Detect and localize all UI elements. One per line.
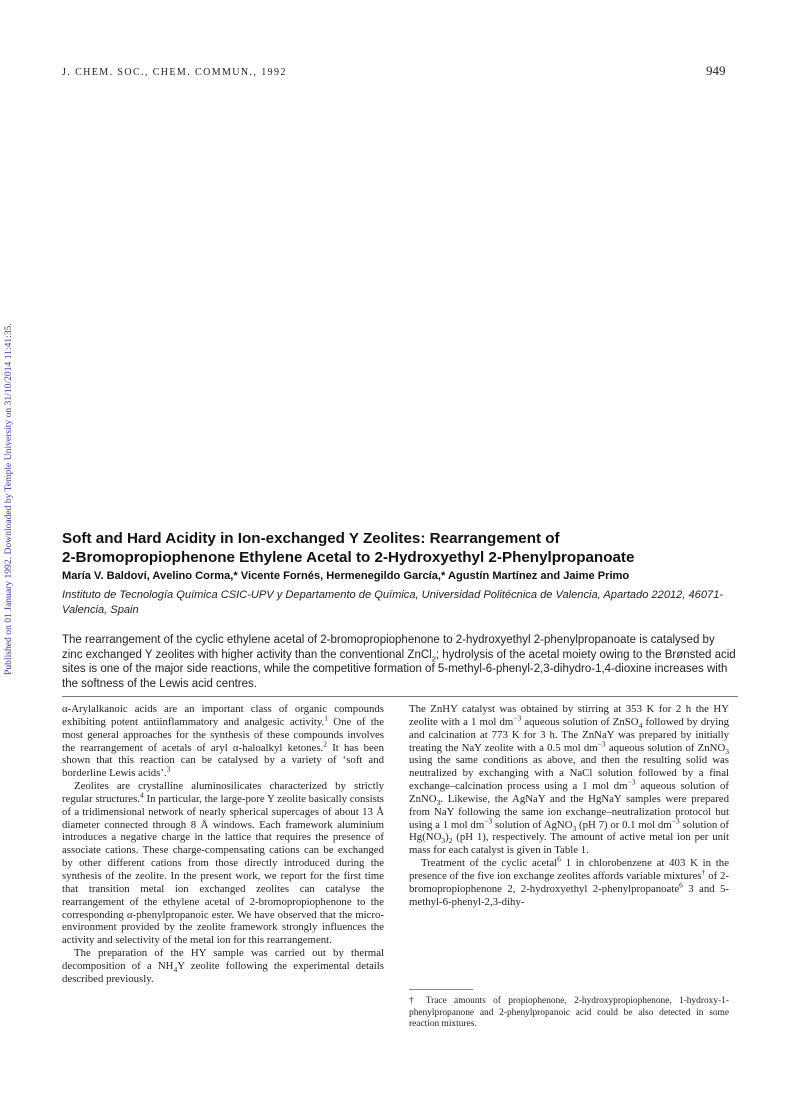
subscript: 3 bbox=[441, 836, 446, 846]
abstract bbox=[62, 633, 738, 691]
text: Y zeolite following the experimental details described previously. bbox=[62, 959, 384, 985]
reference-mark: 1 bbox=[324, 713, 328, 723]
text: aqueous solution of ZnSO bbox=[521, 715, 639, 728]
superscript: −3 bbox=[484, 816, 493, 825]
text: aqueous solution of ZnNO bbox=[409, 780, 729, 805]
subscript: 4 bbox=[638, 721, 643, 730]
superscript: −3 bbox=[513, 713, 522, 723]
reference-mark: 4 bbox=[140, 790, 144, 800]
footnote bbox=[409, 996, 729, 1031]
title-line-2: 2-Bromopropiophenone Ethylene Acetal to 2-Hydroxyethyl 2-Phenylpropanoate bbox=[62, 549, 635, 566]
paragraph-zeolites bbox=[62, 780, 384, 947]
superscript: −3 bbox=[627, 777, 636, 787]
text: The ZnHY catalyst was obtained by stirring at 353 K for 2 h the HY zeolite with a 1 mol dm bbox=[409, 703, 729, 728]
text: Zeolites are crystalline aluminosilicates characterized by strictly regular structures. bbox=[62, 780, 384, 805]
reference-mark: 6 bbox=[557, 854, 561, 864]
page-number: 949 bbox=[706, 63, 726, 78]
abstract-subscript: 2 bbox=[431, 653, 436, 663]
footnote-text: † Trace amounts of propiophenone, 2-hydroxypropiophenone, 1-hydroxy-1-phenylpropanone and 2-phenylpropanoic acid could be also detected in some reaction mixtures. bbox=[409, 996, 729, 1030]
text: 3 and 5-methyl-6-phenyl-2,3-dihy- bbox=[409, 882, 729, 908]
author-list: María V. Baldoví, Avelino Corma,* Vicente Fornés, Hermenegildo García,* Agustín Martínez and Jaime Primo bbox=[62, 570, 630, 582]
superscript: −3 bbox=[597, 738, 606, 748]
subscript: 3 bbox=[725, 746, 729, 756]
affiliation: Instituto de Tecnología Química CSIC-UPV y Departamento de Química, Universidad Politécnica de Valencia, Apartado 22012, 46071-Valencia, Spain bbox=[62, 589, 724, 616]
abstract-text-2: ; hydrolysis of the acetal moiety owing to the Brønsted acid sites is one of the major side reactions, while the competitive formation of 5-methyl-6-phenyl-2,3-dihydro-1,4-dioxine increases with the softness of the Lewis acid centres. bbox=[62, 648, 736, 690]
article-title bbox=[62, 529, 742, 567]
paragraph-preparation-continued bbox=[409, 703, 729, 857]
text: ) bbox=[445, 831, 449, 844]
text: solution of Hg(NO bbox=[409, 818, 729, 844]
paragraph-treatment bbox=[409, 854, 730, 908]
text: 1 in chlorobenzene at 403 K in the presence of the five ion exchange zeolites affords variable mixtures bbox=[409, 857, 729, 882]
reference-mark: 2 bbox=[323, 738, 327, 748]
text: followed by drying and calcination at 773 K for 3 h. The ZnNaY was prepared by initially treating the NaY zeolite with a 0.5 mol dm bbox=[409, 715, 730, 754]
text: . Likewise, the AgNaY and the HgNaY samples were prepared from NaY following the same ion exchange–neutralization protocol but using a 1 mol dm bbox=[409, 792, 729, 831]
text: One of the most general approaches for the synthesis of these compounds involves the rearrangement of acetals of aryl α-haloalkyl ketones. bbox=[62, 715, 384, 754]
subscript: 3 bbox=[572, 823, 577, 833]
reference-mark: 6 bbox=[679, 880, 683, 890]
footnote-divider bbox=[409, 989, 473, 990]
download-watermark: Published on 01 January 1992. Downloaded by Temple University on 31/10/2014 11:41:35. bbox=[3, 323, 14, 675]
text: Treatment of the cyclic acetal bbox=[421, 857, 558, 870]
text: (pH 1), respectively. The amount of active metal ion per unit mass for each catalyst is given in Table 1. bbox=[409, 831, 729, 857]
title-line-1: Soft and Hard Acidity in Ion-exchanged Y Zeolites: Rearrangement of bbox=[62, 530, 560, 547]
superscript: −3 bbox=[671, 816, 680, 825]
text: solution of AgNO bbox=[492, 818, 573, 831]
paragraph-preparation bbox=[62, 947, 384, 986]
reference-mark: 3 bbox=[166, 764, 171, 774]
text: (pH 7) or 0.1 mol dm bbox=[576, 818, 672, 831]
right-column bbox=[409, 703, 729, 909]
text: using the same conditions as above, and then the resulting solid was neutralized by exchanging with a NaCl solution followed by a final exchange–calcination process using a 1 mol dm bbox=[409, 754, 729, 793]
text: α-Arylalkanoic acids are an important class of organic compounds exhibiting potent antiinflammatory and analgesic activity. bbox=[62, 703, 384, 728]
subscript: 4 bbox=[173, 965, 178, 975]
paragraph-intro bbox=[62, 703, 384, 780]
text: In particular, the large-pore Y zeolite basically consists of a tridimensional network of nearly spherical supercages of about 13 Å diameter connected through 8 Å windows. Each framework aluminium introduces a negative charge in the lattice that requires the presence of associate cations. These charge-compensating cations can be exchanged by other different cations from those directly introduced during the synthesis of the zeolite. In the present work, we report for the first time that transition metal ion exchanged zeolites can catalyse the rearrangement of the ethylene acetal of 2-bromopropiophenone to the corresponding α-phenylpropanoic ester. We have observed that the micro-environment provided by the zeolite framework strongly influences the activity and selectivity of the metal ion for this rearrangement. bbox=[62, 792, 384, 947]
abstract-text-1: The rearrangement of the cyclic ethylene acetal of 2-bromopropiophenone to 2-hydroxyethyl 2-phenylpropanoate is catalysed by zinc exchanged Y zeolites with higher activity than the conventional ZnCl bbox=[62, 634, 715, 661]
footnote-mark: † bbox=[701, 867, 706, 877]
subscript: 2 bbox=[448, 836, 453, 846]
left-column bbox=[62, 703, 384, 986]
text: aqueous solution of ZnNO bbox=[605, 741, 726, 754]
text: It has been shown that this reaction can be catalysed by a variety of ‘soft and borderline Lewis acids’. bbox=[62, 741, 384, 780]
running-head: J. CHEM. SOC., CHEM. COMMUN., 1992 bbox=[62, 67, 287, 78]
text: The preparation of the HY sample was carried out by thermal decomposition of a NH bbox=[62, 947, 384, 972]
subscript: 3 bbox=[436, 798, 441, 808]
text: of 2-bromopropiophenone 2, 2-hydroxyethyl 2-phenylpropanoate bbox=[409, 869, 730, 895]
abstract-divider bbox=[62, 696, 738, 697]
